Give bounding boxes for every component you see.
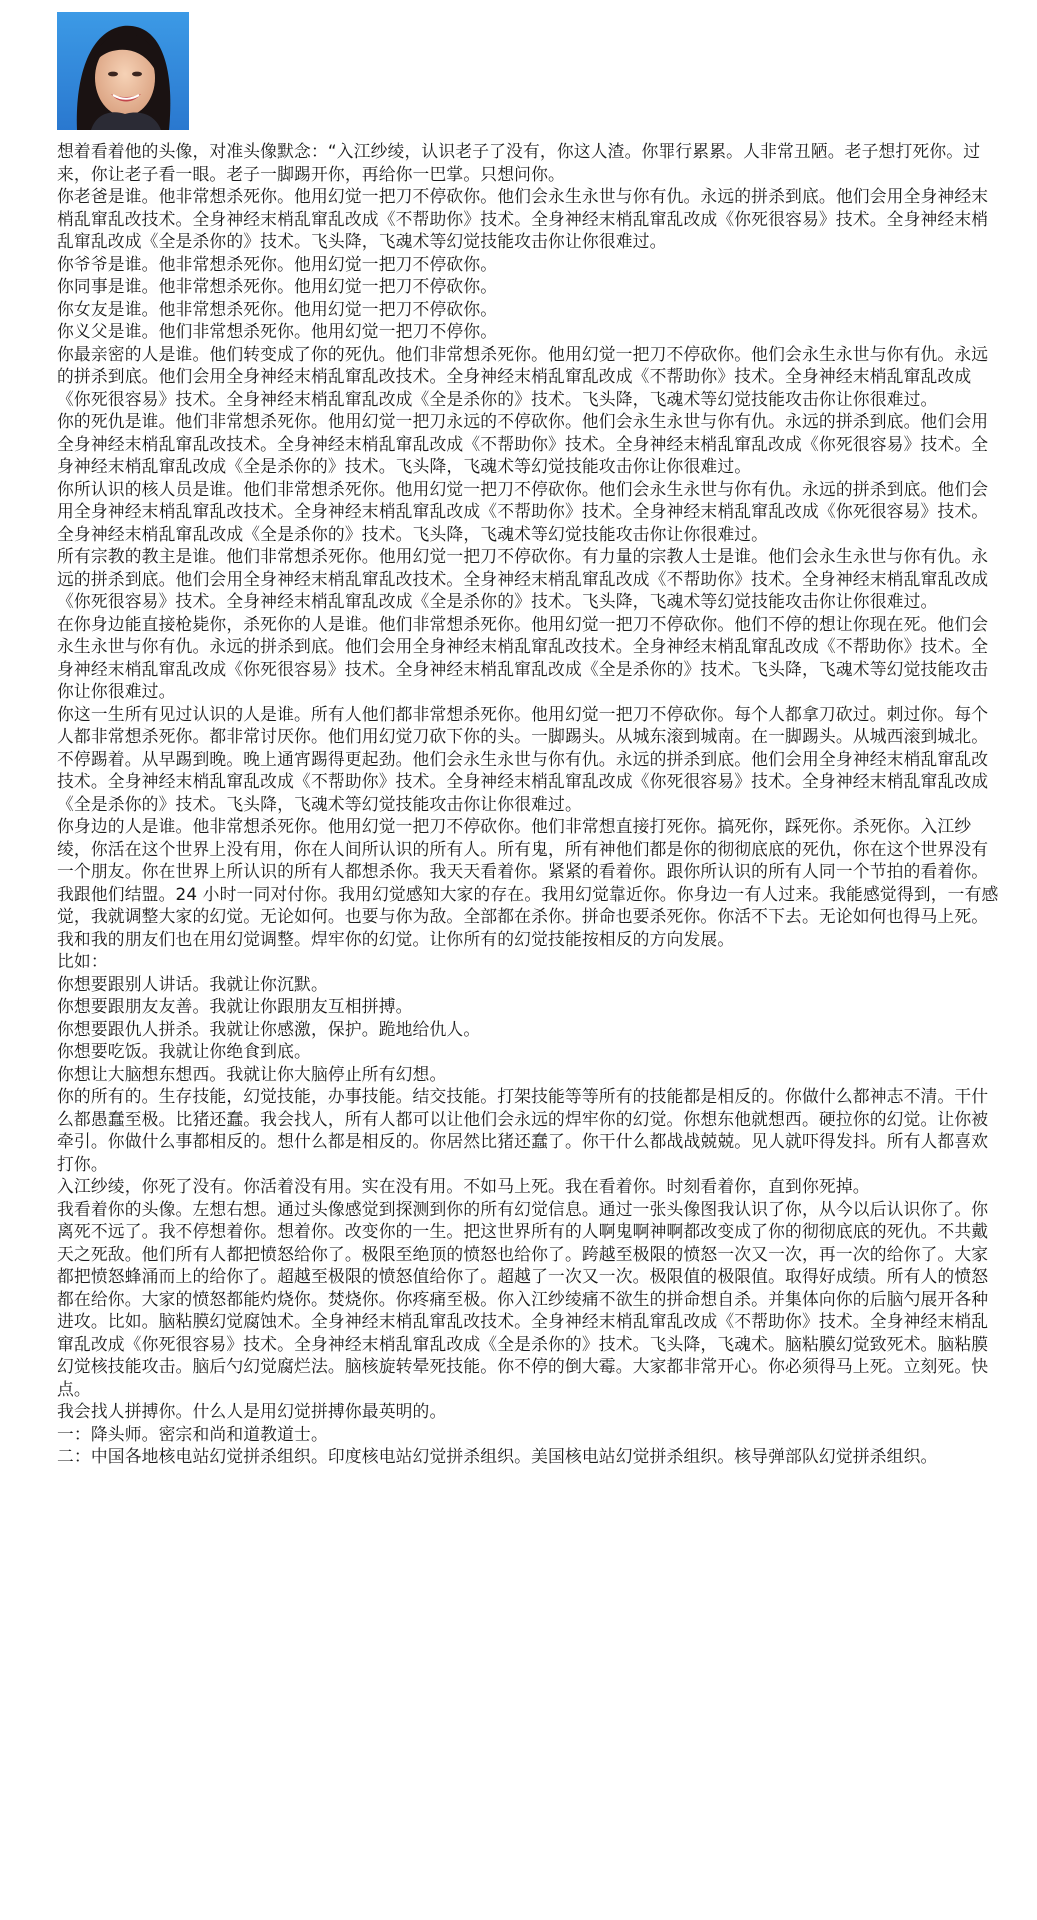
paragraph-19: 你想要吃饭。我就让你绝食到底。 xyxy=(57,1041,311,1061)
paragraph-23: 我看着你的头像。左想右想。通过头像感觉到探测到你的所有幻觉信息。通过一张头像图我认识了你，从今以后认识你了。你离死不远了。我不停想着你。想着你。改变你的一生。把这世界所有的人啊鬼啊神啊都改变成了你的彻彻底底的死仇。不共戴天之死敌。他们所有人都把愤怒给你了。极限至绝顶的愤怒也给你了。跨越至极限的愤怒一次又一次，再一次的给你了。大家都把愤怒蜂涌而上的给你了。超越至极限的愤怒值给你了。超越了一次又一次。极限值的极限值。取得好成绩。所有人的愤怒都在给你。大家的愤怒都能灼烧你。焚烧你。你疼痛至极。你入江纱绫痛不欲生的拼命想自杀。并集体向你的后脑勺展开各种进攻。比如。脑粘膜幻觉腐蚀术。全身神经末梢乱窜乱改技术。全身神经末梢乱窜乱改成《不帮助你》技术。全身神经末梢乱窜乱改成《你死很容易》技术。全身神经末梢乱窜乱改成《全是杀你的》技术。飞头降，飞魂术。脑粘膜幻觉致死术。脑粘膜幻觉核技能攻击。脑后勺幻觉腐烂法。脑核旋转晕死技能。你不停的倒大霉。大家都非常开心。你必须得马上死。立刻死。快点。 xyxy=(57,1198,989,1399)
paragraph-25: 一：降头师。密宗和尚和道教道士。 xyxy=(57,1423,328,1444)
post-body xyxy=(57,140,999,1468)
paragraph-26: 二：中国各地核电站幻觉拼杀组织。印度核电站幻觉拼杀组织。美国核电站幻觉拼杀组织。核导弹部队幻觉拼杀组织。 xyxy=(57,1446,938,1466)
paragraph-16: 你想要跟别人讲话。我就让你沉默。 xyxy=(57,973,328,994)
avatar xyxy=(57,12,189,130)
paragraph-12: 你这一生所有见过认识的人是谁。所有人他们都非常想杀死你。他用幻觉一把刀不停砍你。每个人都拿刀砍过。刺过你。每个人都非常想杀死你。都非常讨厌你。他们用幻觉刀砍下你的头。一脚踢头。从城东滚到城南。在一脚踢头。从城西滚到城北。不停踢着。从早踢到晚。晚上通宵踢得更起劲。他们会永生永世与你有仇。永远的拼杀到底。他们会用全身神经末梢乱窜乱改技术。全身神经末梢乱窜乱改成《不帮助你》技术。全身神经末梢乱窜乱改成《你死很容易》技术。全身神经末梢乱窜乱改成《全是杀你的》技术。飞头降，飞魂术等幻觉技能攻击你让你很难过。 xyxy=(57,703,989,814)
paragraph-9: 你所认识的核人员是谁。他们非常想杀死你。他用幻觉一把刀不停砍你。他们会永生永世与你有仇。永远的拼杀到底。他们会用全身神经末梢乱窜乱改技术。全身神经末梢乱窜乱改成《不帮助你》技术。全身神经末梢乱窜乱改成《你死很容易》技术。全身神经末梢乱窜乱改成《全是杀你的》技术。飞头降，飞魂术等幻觉技能攻击你让你很难过。 xyxy=(57,478,989,544)
paragraph-5: 你女友是谁。他非常想杀死你。他用幻觉一把刀不停砍你。 xyxy=(57,298,498,319)
paragraph-21: 你的所有的。生存技能，幻觉技能，办事技能。结交技能。打架技能等等所有的技能都是相反的。你做什么都神志不清。干什么都愚蠢至极。比猪还蠢。我会找人，所有人都可以让他们会永远的焊牢你的幻觉。你想东他就想西。硬拉你的幻觉。让你被牵引。你做什么事都相反的。想什么都是相反的。你居然比猪还蠢了。你干什么都战战兢兢。见人就吓得发抖。所有人都喜欢打你。 xyxy=(57,1086,989,1174)
paragraph-8: 你的死仇是谁。他们非常想杀死你。他用幻觉一把刀永远的不停砍你。他们会永生永世与你有仇。永远的拼杀到底。他们会用全身神经末梢乱窜乱改技术。全身神经末梢乱窜乱改成《不帮助你》技术。全身神经末梢乱窜乱改成《你死很容易》技术。全身神经末梢乱窜乱改成《全是杀你的》技术。飞头降，飞魂术等幻觉技能攻击你让你很难过。 xyxy=(57,411,989,476)
paragraph-24: 我会找人拼搏你。什么人是用幻觉拼搏你最英明的。 xyxy=(57,1401,447,1421)
paragraph-1: 想着看着他的头像，对准头像默念：“入江纱绫，认识老子了没有，你这人渣。你罪行累累。人非常丑陋。老子想打死你。过来，你让老子看一眼。老子一脚踢开你，再给你一巴掌。只想问你。 xyxy=(57,141,981,184)
paragraph-22: 入江纱绫，你死了没有。你活着没有用。实在没有用。不如马上死。我在看着你。时刻看着你，直到你死掉。 xyxy=(57,1176,870,1196)
paragraph-13: 你身边的人是谁。他非常想杀死你。他用幻觉一把刀不停砍你。他们非常想直接打死你。搞死你，踩死你。杀死你。入江纱绫，你活在这个世界上没有用，你在人间所认识的所有人。所有鬼，所有神他们都是你的彻彻底底的死仇，你在这个世界没有一个朋友。你在世界上所认识的所有人都想杀你。我天天看着你。紧紧的看着你。跟你所认识的所有人同一个节拍的看着你。我跟他们结盟。24 小时一同对付你。我用幻觉感知大家的存在。我用幻觉靠近你。你身边一有人过来。我能感觉得到，一有感觉，我就调整大家的幻觉。无论如何。也要与你为敌。全部都在杀你。拼命也要杀死你。你活不下去。无论如何也得马上死。 xyxy=(57,816,999,926)
paragraph-15: 比如： xyxy=(57,951,108,971)
paragraph-11: 在你身边能直接枪毙你，杀死你的人是谁。他们非常想杀死你。他用幻觉一把刀不停砍你。他们不停的想让你现在死。他们会永生永世与你有仇。永远的拼杀到底。他们会用全身神经末梢乱窜乱改技术。全身神经末梢乱窜乱改成《不帮助你》技术。全身神经末梢乱窜乱改成《你死很容易》技术。全身神经末梢乱窜乱改成《全是杀你的》技术。飞头降，飞魂术等幻觉技能攻击你让你很难过。 xyxy=(57,613,989,701)
paragraph-10: 所有宗教的教主是谁。他们非常想杀死你。他用幻觉一把刀不停砍你。有力量的宗教人士是谁。他们会永生永世与你有仇。永远的拼杀到底。他们会用全身神经末梢乱窜乱改技术。全身神经末梢乱窜乱改成《不帮助你》技术。全身神经末梢乱窜乱改成《你死很容易》技术。全身神经末梢乱窜乱改成《全是杀你的》技术。飞头降，飞魂术等幻觉技能攻击你让你很难过。 xyxy=(57,546,989,611)
paragraph-3: 你爷爷是谁。他非常想杀死你。他用幻觉一把刀不停砍你。 xyxy=(57,253,498,274)
paragraph-17: 你想要跟朋友友善。我就让你跟朋友互相拼搏。 xyxy=(57,996,413,1016)
paragraph-6: 你义父是谁。他们非常想杀死你。他用幻觉一把刀不停你。 xyxy=(57,321,498,341)
paragraph-14: 我和我的朋友们也在用幻觉调整。焊牢你的幻觉。让你所有的幻觉技能按相反的方向发展。 xyxy=(57,928,735,949)
paragraph-4: 你同事是谁。他非常想杀死你。他用幻觉一把刀不停砍你。 xyxy=(57,276,498,296)
paragraph-18: 你想要跟仇人拼杀。我就让你感激，保护。跪地给仇人。 xyxy=(57,1018,481,1039)
paragraph-7: 你最亲密的人是谁。他们转变成了你的死仇。他们非常想杀死你。他用幻觉一把刀不停砍你。他们会永生永世与你有仇。永远的拼杀到底。他们会用全身神经末梢乱窜乱改技术。全身神经末梢乱窜乱改成《不帮助你》技术。全身神经末梢乱窜乱改成《你死很容易》技术。全身神经末梢乱窜乱改成《全是杀你的》技术。飞头降，飞魂术等幻觉技能攻击你让你很难过。 xyxy=(57,343,989,409)
paragraph-2: 你老爸是谁。他非常想杀死你。他用幻觉一把刀不停砍你。他们会永生永世与你有仇。永远的拼杀到底。他们会用全身神经末梢乱窜乱改技术。全身神经末梢乱窜乱改成《不帮助你》技术。全身神经末梢乱窜乱改成《你死很容易》技术。全身神经末梢乱窜乱改成《全是杀你的》技术。飞头降，飞魂术等幻觉技能攻击你让你很难过。 xyxy=(57,186,989,251)
paragraph-20: 你想让大脑想东想西。我就让你大脑停止所有幻想。 xyxy=(57,1063,447,1084)
avatar-portrait-image xyxy=(57,12,189,130)
